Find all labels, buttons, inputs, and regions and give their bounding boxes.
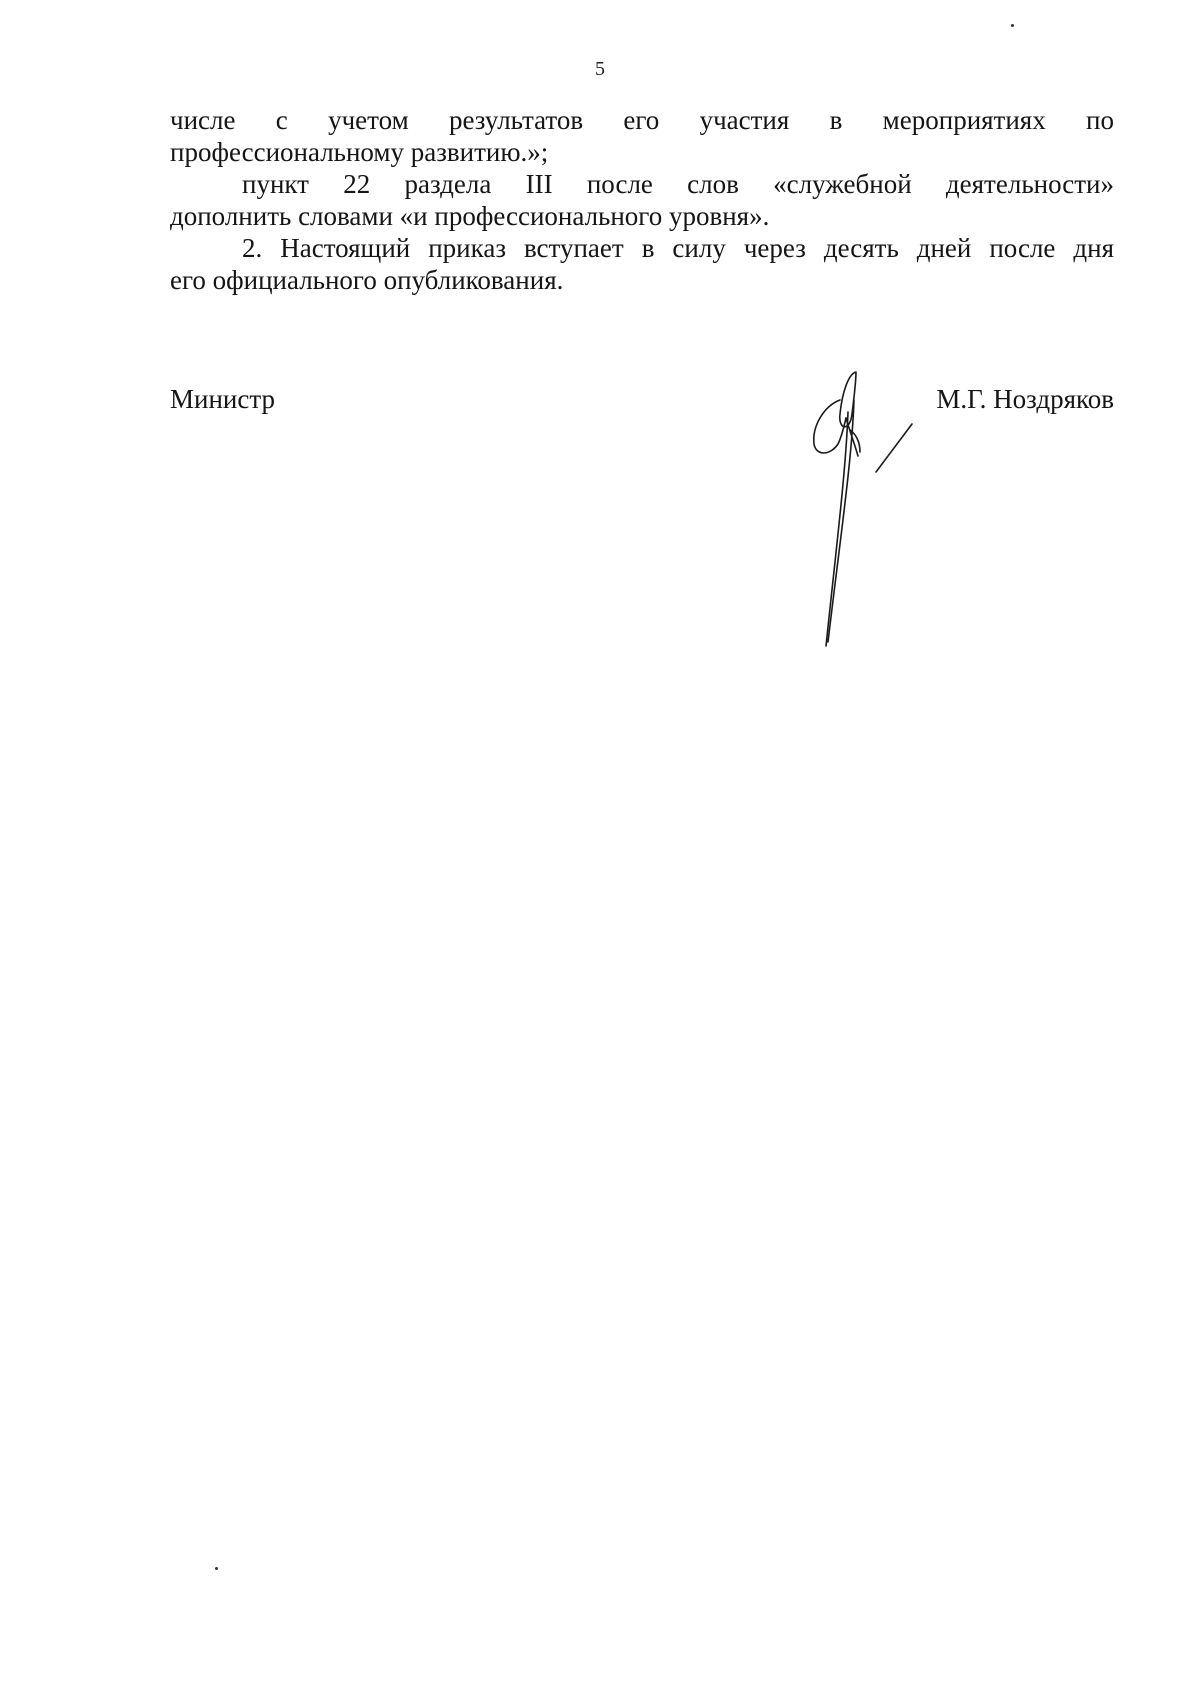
page-number: 5 [595, 58, 605, 80]
signature-block [170, 384, 1114, 424]
paragraph-line: его официального опубликования. [170, 265, 564, 295]
paragraph-line: дополнить словами «и профессионального уровня». [170, 201, 770, 231]
paragraph-line: пункт 22 раздела III после слов «служебной деятельности» [242, 169, 1114, 199]
document-body [170, 104, 1114, 296]
paragraph-line: профессиональному развитию.»; [170, 137, 549, 167]
scan-speck [1011, 24, 1014, 27]
signer-position: Министр [170, 384, 275, 414]
scan-speck [215, 1567, 218, 1570]
paragraph-line: числе с учетом результатов его участия в мероприятиях по [170, 105, 1114, 135]
signer-name: М.Г. Ноздряков [936, 384, 1114, 414]
handwritten-signature [790, 360, 950, 660]
paragraph-line: 2. Настоящий приказ вступает в силу через десять дней после дня [242, 233, 1114, 263]
